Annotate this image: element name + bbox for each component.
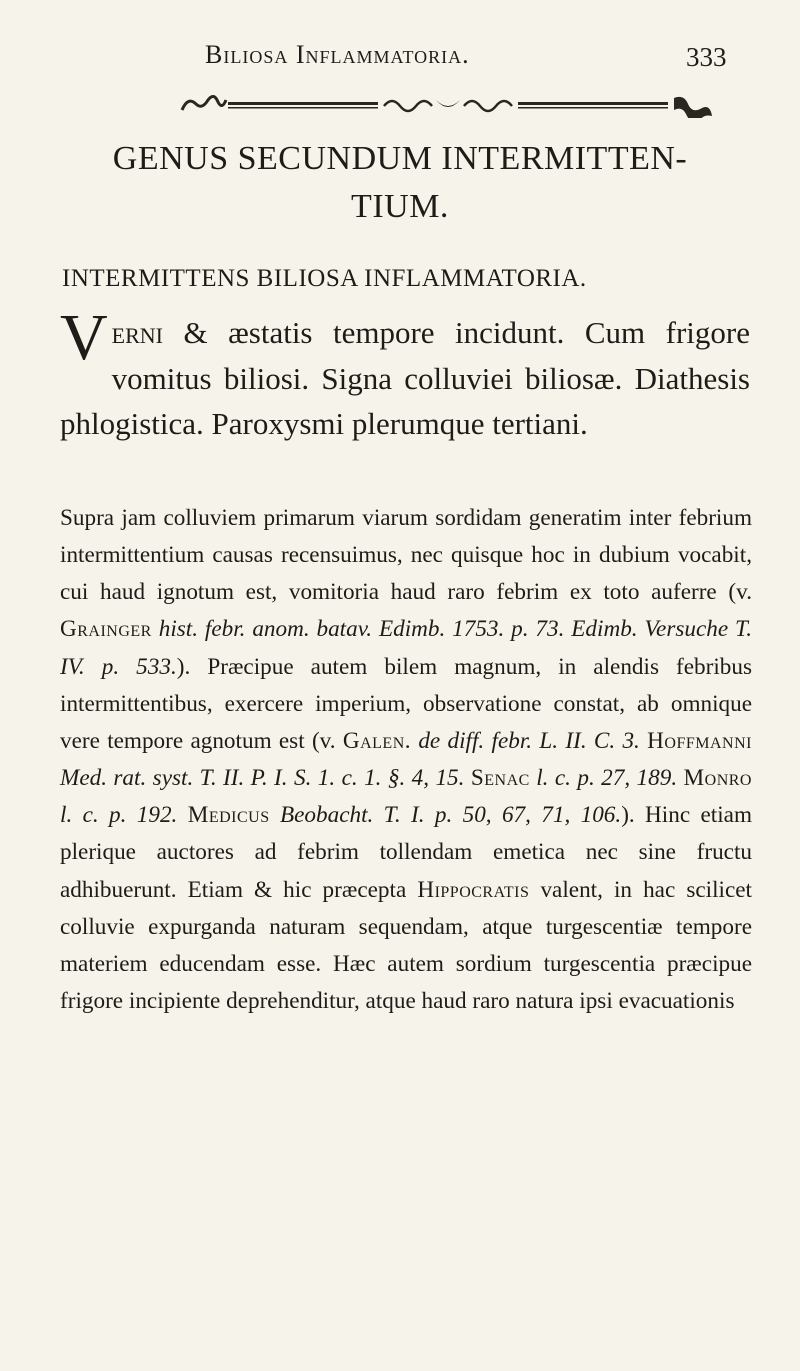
description-text: & æstatis tempore incidunt. Cum frigore vomitus biliosi. Signa colluviei biliosæ. Diathesis phlogistica. Paroxysmi plerumque tertiani. (60, 315, 750, 441)
reference-author: Monro (683, 765, 752, 792)
reference-author: Galen. (342, 727, 412, 754)
running-title: Biliosa Inflammatoria. (205, 40, 470, 69)
body-paragraph (60, 500, 752, 1020)
body-text-segment: Supra jam colluviem primarum viarum sordidam generatim inter febrium intermittentium causas recensuimus, nec quisque hoc in dubium vocabit, cui haud ignotum est, vomitoria haud raro febrim ex toto auferre (v. (60, 505, 752, 606)
species-heading: INTERMITTENS BILIOSA INFLAMMATORIA. (62, 265, 587, 292)
reference-citation: hist. febr. anom. batav. Edimb. 1753. p. 73. Edimb. Versuche T. IV. p. 533. (60, 616, 752, 680)
running-head (0, 40, 800, 76)
decorative-headpiece-ornament (178, 92, 718, 118)
species-description (60, 301, 750, 447)
reference-citation: de diff. febr. L. II. C. 3. (411, 727, 648, 754)
description-first-word: erni (111, 315, 163, 350)
genus-heading-line-2: TIUM. (351, 188, 449, 225)
reference-citation: l. c. p. 27, 189. (529, 765, 684, 792)
reference-citation: Beobacht. T. I. p. 50, 67, 71, 106. (269, 802, 622, 829)
reference-author: Hippocratis (417, 876, 530, 903)
reference-citation: Med. rat. syst. T. II. P. I. S. 1. c. 1. §. 4, 15. (60, 765, 471, 792)
reference-author: Grainger (60, 616, 152, 643)
genus-heading (0, 135, 800, 231)
drop-cap: V (60, 301, 108, 374)
body-text-segment: ). Præcipue autem bilem magnum, in alendis febribus intermittentibus, exercere imperium, observatione constat, ab omnique vere tempore agnotum est (v. (60, 653, 752, 754)
reference-author: Hoffmanni (647, 727, 752, 754)
reference-author: Medicus (187, 802, 270, 829)
page-number: 333 (686, 42, 727, 72)
reference-author: Senac (470, 765, 530, 792)
reference-citation: l. c. p. 192. (60, 802, 188, 829)
genus-heading-line-1: GENUS SECUNDUM INTERMITTEN- (112, 140, 688, 177)
body-text-segment: ). Hinc etiam plerique auctores ad febrim tollendam emetica nec sine fructu adhibuerunt. Etiam & hic præcepta (60, 802, 752, 903)
body-text-segment: valent, in hac scilicet colluvie expurganda naturam sequendam, atque turgescentiæ tempore materiem educendam esse. Hæc autem sordium turgescentia præcipue frigore incipiente deprehenditur, atque haud raro natura ipsi evacuationis (60, 876, 752, 1015)
